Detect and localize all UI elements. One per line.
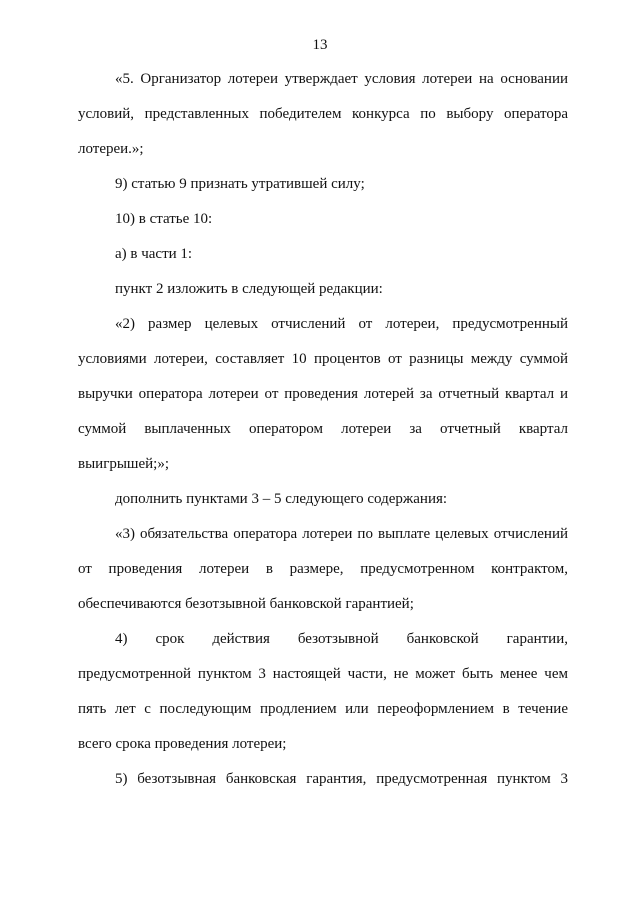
text-line: условий, представленных победителем конкурса по выбору оператора — [78, 106, 568, 122]
text-line: 5) безотзывная банковская гарантия, предусмотренная пунктом 3 — [115, 771, 568, 787]
text-line: предусмотренной пунктом 3 настоящей части, не может быть менее чем — [78, 666, 568, 682]
text-line: а) в части 1: — [115, 246, 193, 262]
text-line: 4) срок действия безотзывной банковской гарантии, — [115, 631, 568, 647]
text-line: выручки оператора лотереи от проведения лотерей за отчетный квартал и — [78, 386, 568, 402]
text-line: выигрышей;»; — [78, 456, 169, 472]
text-line: от проведения лотереи в размере, предусмотренном контрактом, — [78, 561, 568, 577]
text-line: пункт 2 изложить в следующей редакции: — [115, 281, 383, 297]
text-line: 9) статью 9 признать утратившей силу; — [115, 176, 365, 192]
text-line: «2) размер целевых отчислений от лотереи, предусмотренный — [115, 316, 568, 332]
text-line: пять лет с последующим продлением или переоформлением в течение — [78, 701, 568, 717]
text-line: лотереи.»; — [78, 141, 144, 157]
text-line: «5. Организатор лотереи утверждает условия лотереи на основании — [115, 71, 568, 87]
text-line: 10) в статье 10: — [115, 211, 213, 227]
page-number: 13 — [312, 37, 328, 53]
text-line: дополнить пунктами 3 – 5 следующего содержания: — [115, 491, 448, 507]
text-line: всего срока проведения лотереи; — [78, 736, 287, 752]
text-line: «3) обязательства оператора лотереи по выплате целевых отчислений — [115, 526, 568, 542]
text-line: суммой выплаченных оператором лотереи за отчетный квартал — [78, 421, 568, 437]
text-line: условиями лотереи, составляет 10 процентов от разницы между суммой — [78, 351, 568, 367]
text-line: обеспечиваются безотзывной банковской гарантией; — [78, 596, 414, 612]
